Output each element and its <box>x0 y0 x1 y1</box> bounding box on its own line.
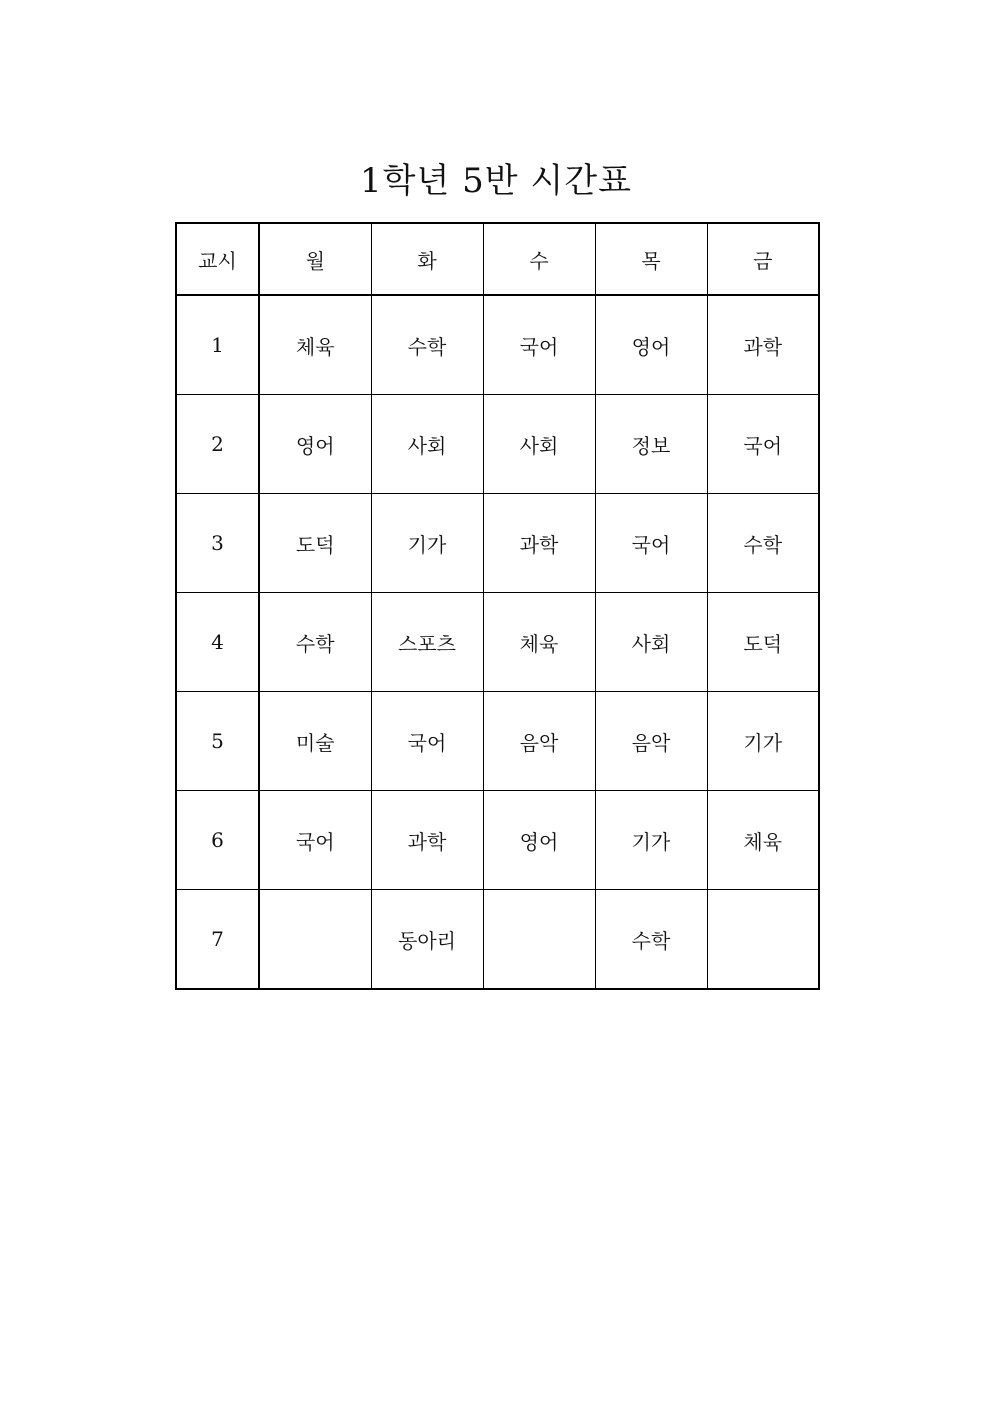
table-row <box>176 890 819 990</box>
period-cell: 2 <box>176 395 259 494</box>
subject-cell: 기가 <box>371 494 483 593</box>
header-cell-period: 교시 <box>176 223 259 295</box>
subject-cell: 과학 <box>483 494 595 593</box>
table-row <box>176 295 819 395</box>
header-cell-fri: 금 <box>707 223 819 295</box>
table-row <box>176 593 819 692</box>
subject-cell: 영어 <box>259 395 371 494</box>
subject-cell: 수학 <box>595 890 707 990</box>
subject-cell: 음악 <box>483 692 595 791</box>
subject-cell: 정보 <box>595 395 707 494</box>
subject-cell: 사회 <box>483 395 595 494</box>
subject-cell: 수학 <box>707 494 819 593</box>
subject-cell: 사회 <box>371 395 483 494</box>
table-row <box>176 692 819 791</box>
subject-cell: 수학 <box>259 593 371 692</box>
subject-cell <box>707 890 819 990</box>
subject-cell: 국어 <box>595 494 707 593</box>
subject-cell: 기가 <box>595 791 707 890</box>
subject-cell: 체육 <box>259 295 371 395</box>
subject-cell: 수학 <box>371 295 483 395</box>
subject-cell: 영어 <box>595 295 707 395</box>
subject-cell: 체육 <box>483 593 595 692</box>
subject-cell: 과학 <box>707 295 819 395</box>
subject-cell: 사회 <box>595 593 707 692</box>
subject-cell: 영어 <box>483 791 595 890</box>
period-cell: 4 <box>176 593 259 692</box>
subject-cell: 동아리 <box>371 890 483 990</box>
period-cell: 7 <box>176 890 259 990</box>
table-row <box>176 395 819 494</box>
period-cell: 5 <box>176 692 259 791</box>
subject-cell: 음악 <box>595 692 707 791</box>
subject-cell: 도덕 <box>259 494 371 593</box>
subject-cell: 체육 <box>707 791 819 890</box>
subject-cell: 스포츠 <box>371 593 483 692</box>
subject-cell <box>483 890 595 990</box>
period-cell: 6 <box>176 791 259 890</box>
page-title: 1학년 5반 시간표 <box>360 161 632 201</box>
subject-cell: 과학 <box>371 791 483 890</box>
subject-cell: 미술 <box>259 692 371 791</box>
timetable <box>175 222 820 990</box>
subject-cell: 국어 <box>483 295 595 395</box>
subject-cell: 도덕 <box>707 593 819 692</box>
table-row <box>176 791 819 890</box>
period-cell: 1 <box>176 295 259 395</box>
subject-cell: 국어 <box>707 395 819 494</box>
period-cell: 3 <box>176 494 259 593</box>
subject-cell: 국어 <box>371 692 483 791</box>
subject-cell: 기가 <box>707 692 819 791</box>
header-row <box>176 223 819 295</box>
header-cell-mon: 월 <box>259 223 371 295</box>
subject-cell <box>259 890 371 990</box>
header-cell-wed: 수 <box>483 223 595 295</box>
table-row <box>176 494 819 593</box>
subject-cell: 국어 <box>259 791 371 890</box>
header-cell-tue: 화 <box>371 223 483 295</box>
header-cell-thu: 목 <box>595 223 707 295</box>
